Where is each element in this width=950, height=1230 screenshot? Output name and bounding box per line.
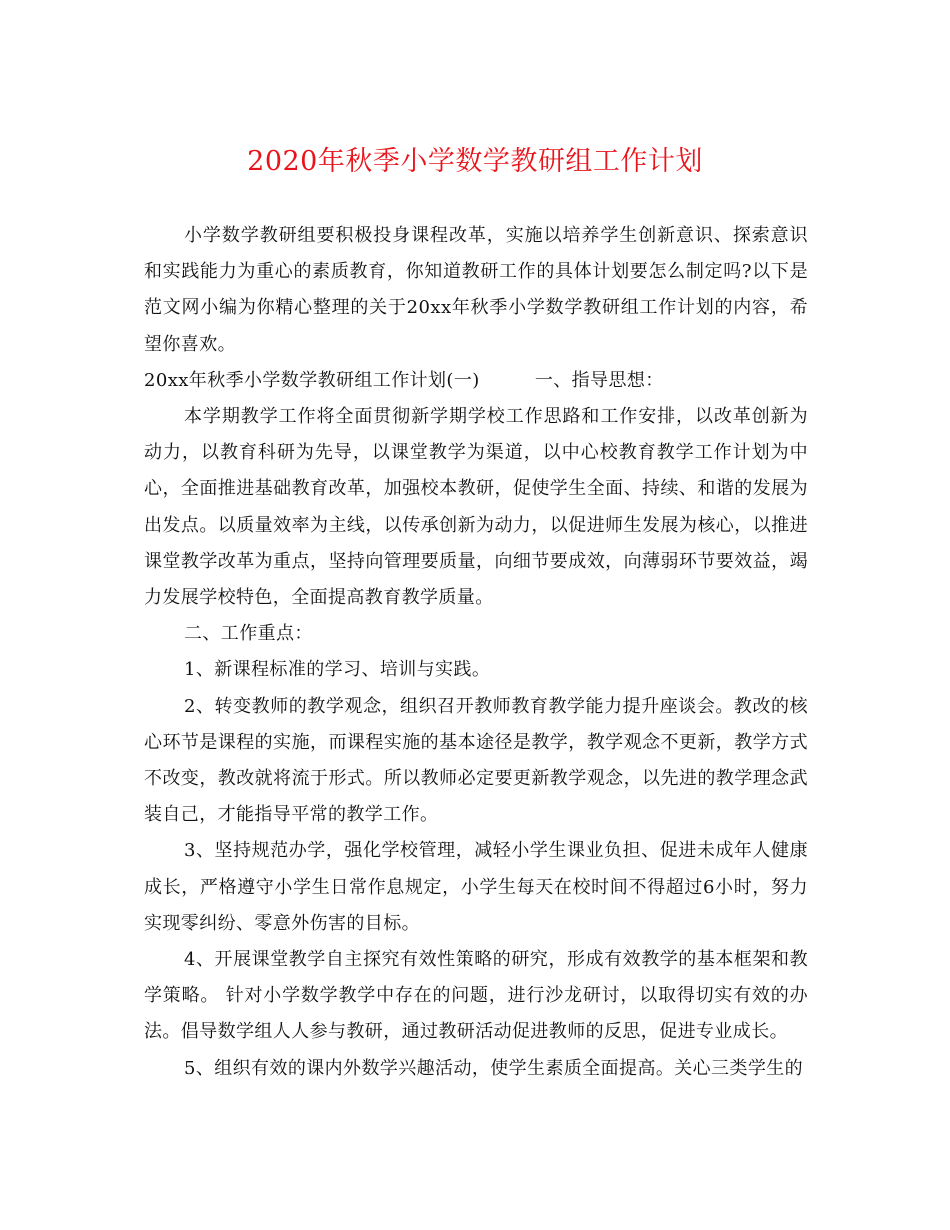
focus-item-3: 3、坚持规范办学，强化学校管理，减轻小学生课业负担、促进未成年人健康成长，严格遵守小学生日常作息规定，小学生每天在校时间不得超过6小时，努力实现零纠纷、零意外伤害的目标。 <box>144 840 808 934</box>
document-title: 2020年秋季小学数学教研组工作计划 <box>247 146 703 177</box>
guiding-thought-paragraph: 本学期教学工作将全面贯彻新学期学校工作思路和工作安排，以改革创新为动力，以教育科研为先导，以课堂教学为渠道，以中心校教育教学工作计划为中心，全面推进基础教育改革，加强校本教研，促使学生全面、持续、和谐的发展为出发点。以质量效率为主线，以传承创新为动力，以促进师生发展为核心，以推进课堂教学改革为重点，坚持向管理要质量，向细节要成效，向薄弱环节要效益，竭力发展学校特色，全面提高教育教学质量。 <box>144 406 808 609</box>
intro-paragraph: 小学数学教研组要积极投身课程改革，实施以培养学生创新意识、探索意识和实践能力为重心的素质教育，你知道教研工作的具体计划要怎么制定吗?以下是范文网小编为你精心整理的关于20xx年秋季小学数学教研组工作计划的内容，希望你喜欢。 <box>144 225 808 355</box>
plan-heading-line: 20xx年秋季小学数学教研组工作计划(一) 一、指导思想： <box>144 369 664 391</box>
focus-item-5: 5、组织有效的课内外数学兴趣活动，使学生素质全面提高。关心三类学生的 <box>184 1057 804 1079</box>
document-body <box>144 218 808 1087</box>
focus-item-2: 2、转变教师的教学观念，组织召开教师教育教学能力提升座谈会。教改的核心环节是课程的实施，而课程实施的基本途径是教学，教学观念不更新，教学方式不改变，教改就将流于形式。所以教师必定要更新教学观念，以先进的教学理念武装自己，才能指导平常的教学工作。 <box>144 695 808 826</box>
focus-item-4: 4、开展课堂教学自主探究有效性策略的研究，形成有效教学的基本框架和教学策略。 针对小学数学教学中存在的问题，进行沙龙研讨，以取得切实有效的办法。倡导数学组人人参与教研，通过教研活动促进教师的反思，促进专业成长。 <box>144 949 808 1043</box>
focus-item-1: 1、新课程标准的学习、培训与实践。 <box>184 659 491 681</box>
section-heading-work-focus: 二、工作重点： <box>184 623 313 645</box>
